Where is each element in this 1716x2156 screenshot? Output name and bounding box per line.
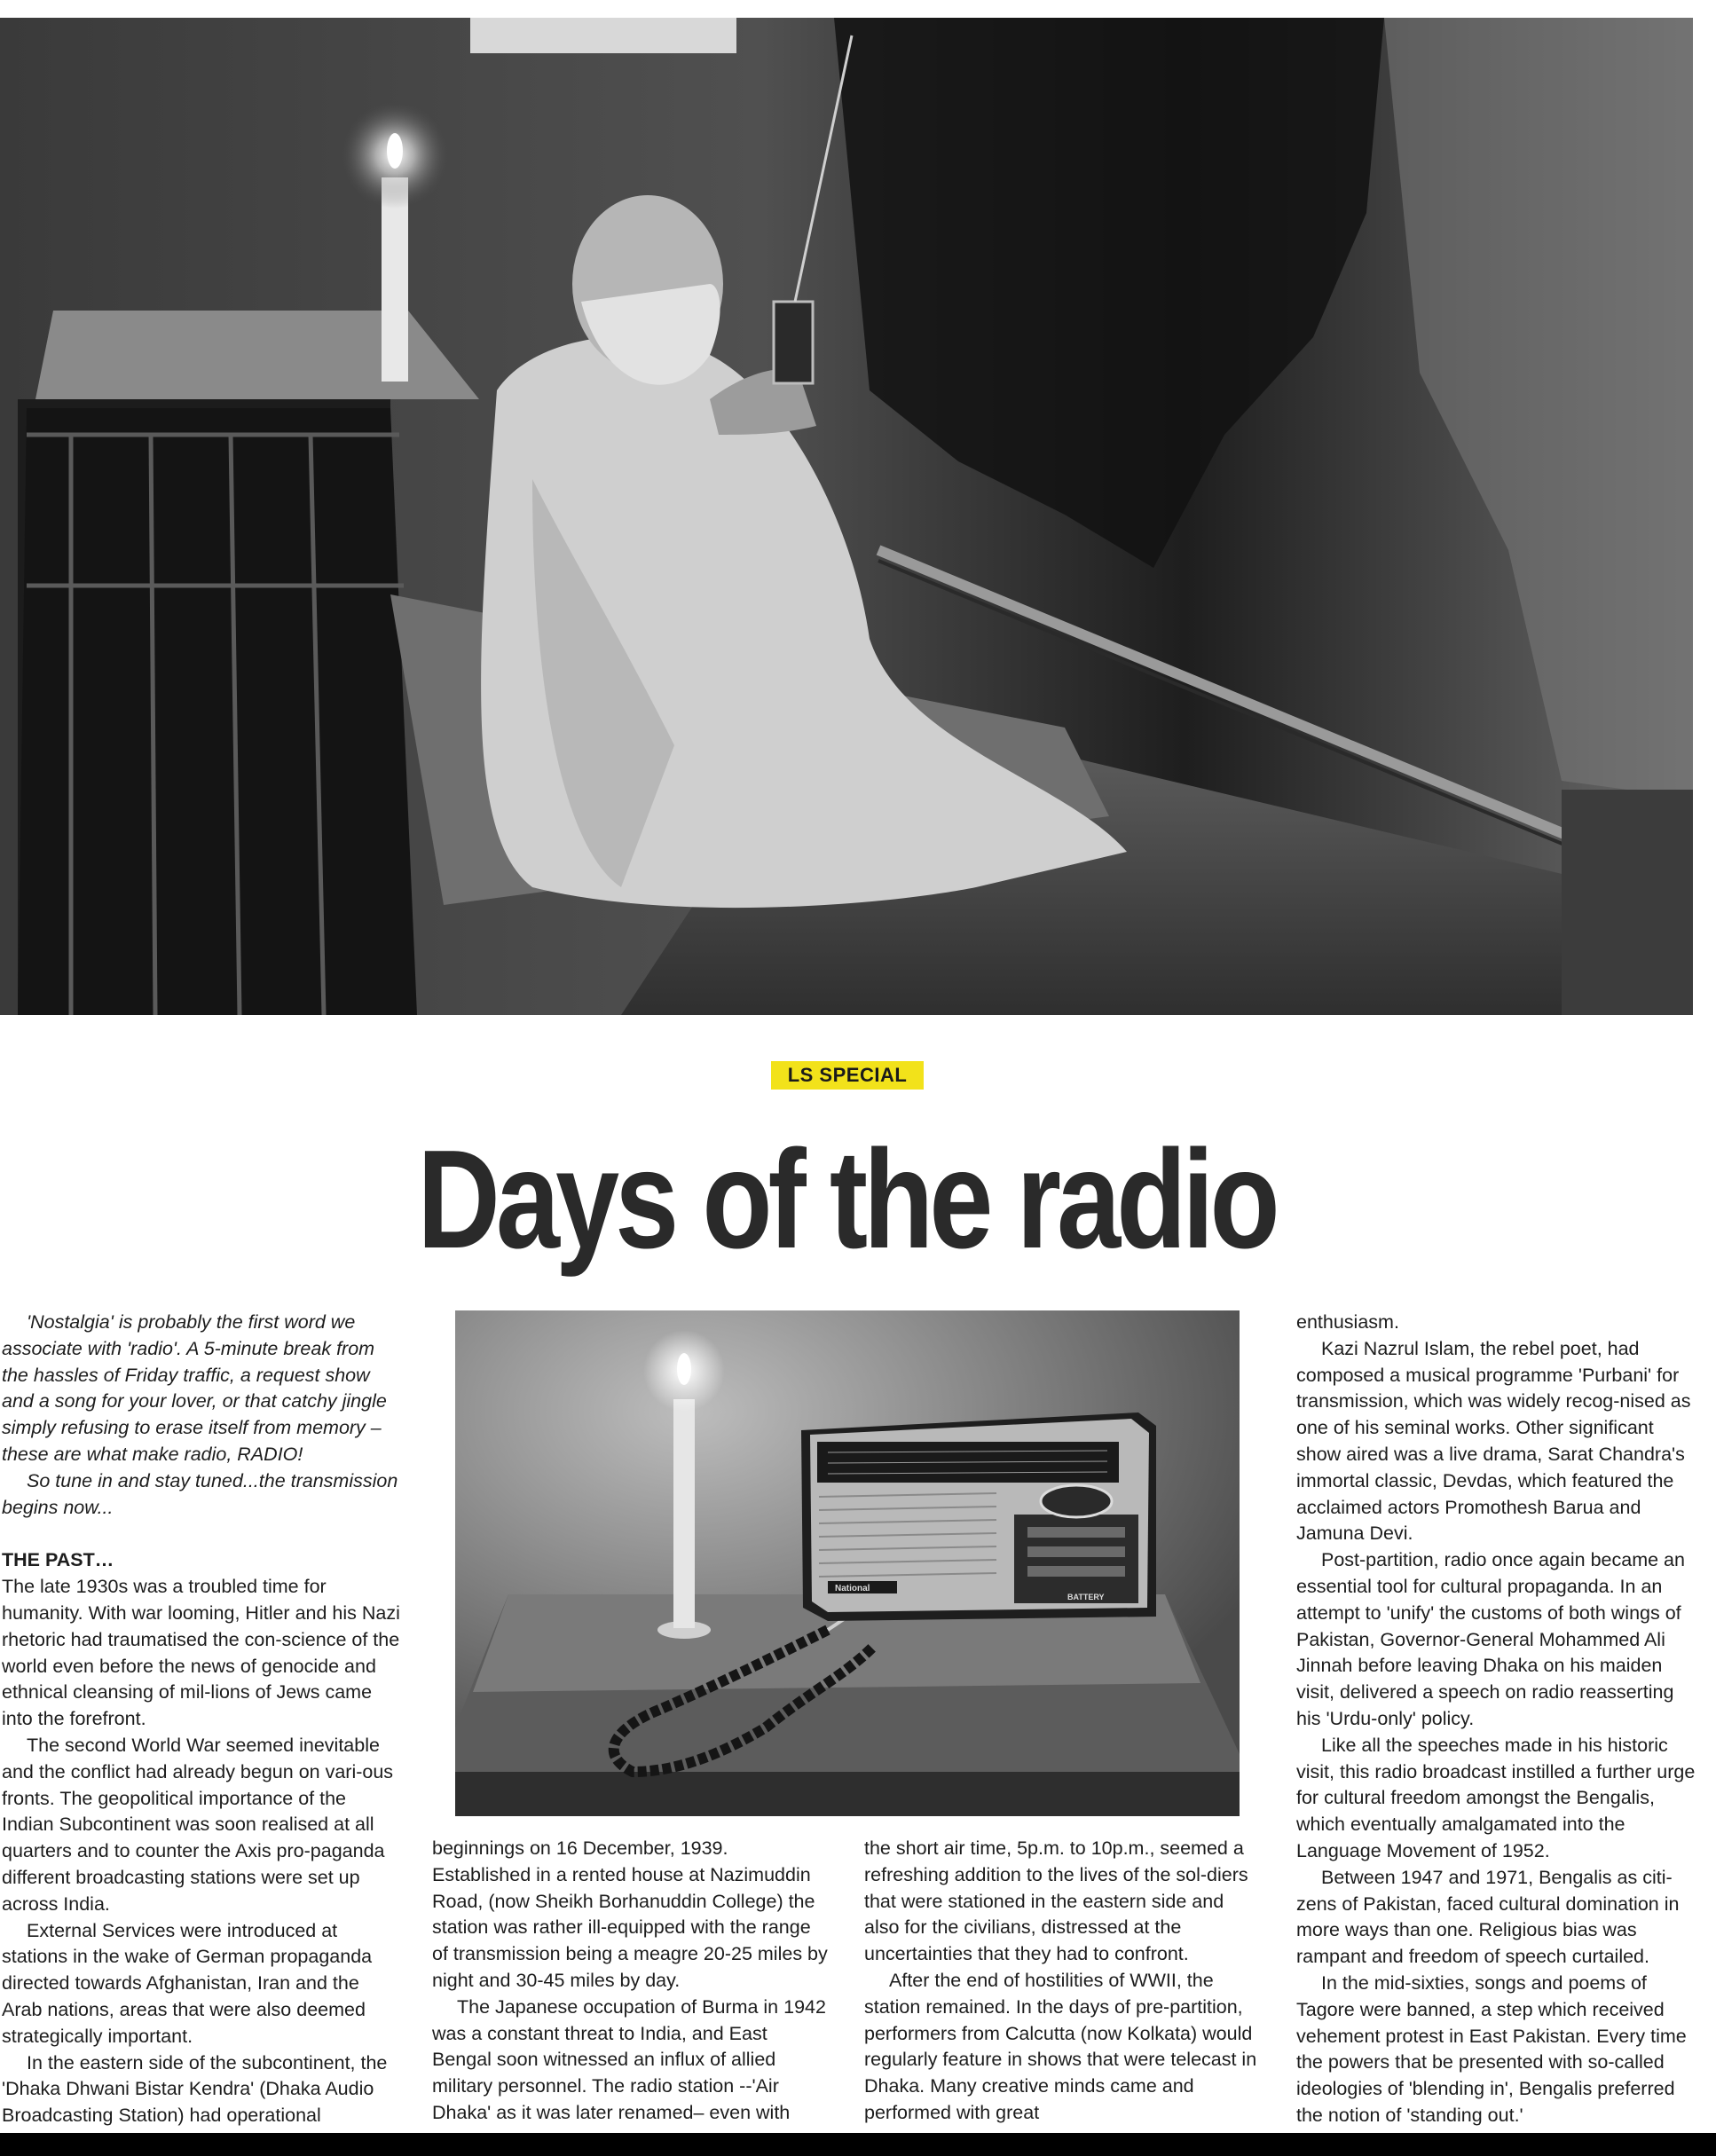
section-tag: LS SPECIAL: [771, 1061, 924, 1090]
subhead-the-past: THE PAST…: [2, 1549, 114, 1571]
paragraph: Between 1947 and 1971, Bengalis as citi-zens of Pakistan, faced cultural domination in more ways than one. Religious bias was rampant and freedom of speech curtailed.: [1296, 1866, 1680, 1968]
paragraph: enthusiasm.: [1296, 1311, 1399, 1333]
paragraph: Kazi Nazrul Islam, the rebel poet, had composed a musical programme 'Purbani' for transmission, which was widely recog-nised as one of his seminal works. Other significant show aired was a live drama, Sarat Chandra's immortal classic, Devdas, which featured the acclaimed actors Promothesh Barua and Jamuna Devi.: [1296, 1337, 1691, 1545]
paragraph: Like all the speeches made in his historic visit, this radio broadcast instilled a further urge for cultural freedom amongst the Bengalis, which eventually amalgamated into the Language Movement of 1952.: [1296, 1734, 1696, 1861]
paragraph: External Services were introduced at stations in the wake of German propaganda directed towards Afghanistan, Iran and the Arab nations, areas that were also deemed strategically important.: [2, 1919, 373, 2047]
paragraph: Post-partition, radio once again became an essential tool for cultural propaganda. In an attempt to 'unify' the customs of both wings of Pakistan, Governor-General Mohammed Ali Jinnah before leaving Dhaka on his maiden visit, delivered a speech on radio reasserting his 'Urdu-only' policy.: [1296, 1549, 1685, 1729]
headline: Days of the radio: [417, 1121, 1276, 1278]
radio-candle-prayer-beads-photo: [455, 1310, 1240, 1816]
paragraph: In the mid-sixties, songs and poems of Tagore were banned, a step which received vehement protest in East Pakistan. Every time the powers that be presented with so-called ideologies of 'blending in', Bengalis preferred the notion of 'standing out.': [1296, 1971, 1687, 2126]
radio-badge-label: BATTERY: [1067, 1593, 1105, 1601]
bottom-border: [0, 2133, 1716, 2156]
old-man-with-radio-photo: [0, 18, 1693, 1015]
article-column-1: [2, 1310, 401, 2129]
article-column-2: [432, 1836, 831, 2127]
paragraph: The Japanese occupation of Burma in 1942 was a constant threat to India, and East Bengal soon witnessed an influx of allied military personnel. The radio station --'Air Dhaka' as it was later renamed– even with: [432, 1995, 826, 2123]
intro-paragraph-1: 'Nostalgia' is probably the first word we associate with 'radio'. A 5-minute break from the hassles of Friday traffic, a request show and a song for your lover, or that catchy jingle simply refusing to erase itself from memory – these are what make radio, RADIO!: [2, 1311, 387, 1465]
article-column-4: [1296, 1310, 1696, 2129]
paragraph: beginnings on 16 December, 1939. Established in a rented house at Nazimuddin Road, (now Sheikh Borhanuddin College) the station was rather ill-equipped with the range of transmission being a meagre 20-25 miles by night and 30-45 miles by day.: [432, 1837, 828, 1991]
paragraph: After the end of hostilities of WWII, the station remained. In the days of pre-partition, performers from Calcutta (now Kolkata) would regularly feature in shows that were telecast in Dhaka. Many creative minds came and performed with great: [864, 1969, 1257, 2123]
inline-photo: [455, 1310, 1240, 1816]
paragraph: The late 1930s was a troubled time for humanity. With war looming, Hitler and his Nazi rhetoric had traumatised the con-science of the world even before the news of genocide and ethnical cleansing of mil-lions of Jews came into the forefront.: [2, 1576, 400, 1730]
paragraph: the short air time, 5p.m. to 10p.m., seemed a refreshing addition to the lives of the sol-diers that were stationed in the eastern side and also for the civilians, distressed at the uncertainties that they had to confront.: [864, 1837, 1248, 1965]
top-margin: [0, 0, 1716, 18]
radio-brand-label: National: [835, 1584, 870, 1593]
paragraph: In the eastern side of the subcontinent, the 'Dhaka Dhwani Bistar Kendra' (Dhaka Audio Broadcasting Station) had operational: [2, 2051, 388, 2127]
right-margin: [1695, 0, 1716, 2133]
paragraph: The second World War seemed inevitable and the conflict had already begun on vari-ous fronts. The geopolitical importance of the Indian Subcontinent was soon realised at all quarters and to counter the Axis pro-paganda different broadcasting stations were set up across India.: [2, 1734, 394, 1915]
hero-photo: [0, 18, 1693, 1015]
article-column-3: [864, 1836, 1263, 2127]
intro-paragraph-2: So tune in and stay tuned...the transmission begins now...: [2, 1469, 398, 1518]
